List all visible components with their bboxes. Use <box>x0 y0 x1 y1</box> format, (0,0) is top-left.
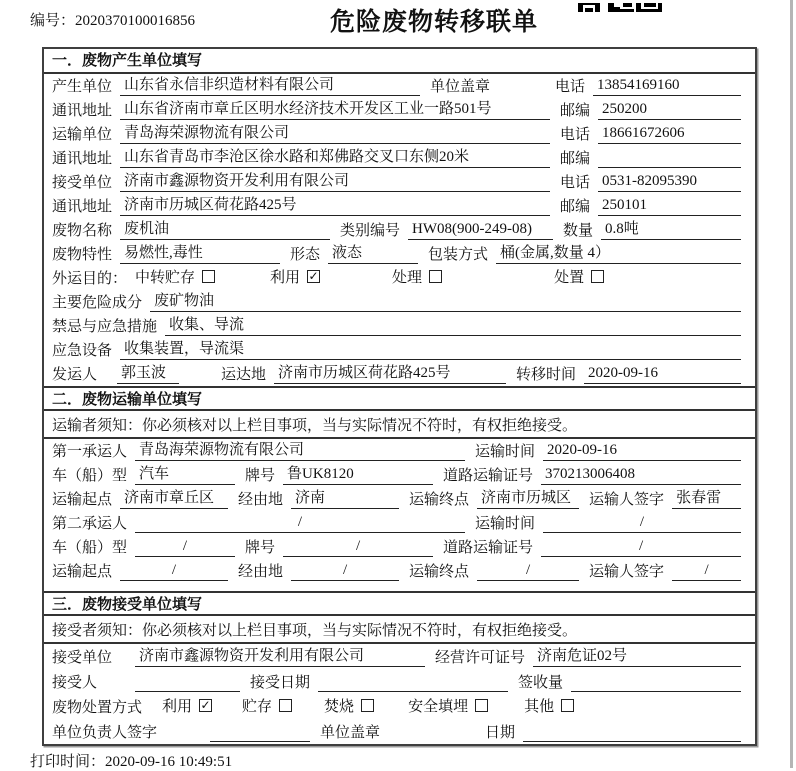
serial-number-label: 编号： <box>30 13 76 29</box>
serial-number-line <box>30 9 195 30</box>
accept-person-row <box>44 669 755 694</box>
quantity-field[interactable]: 0.8吨 <box>601 220 741 240</box>
carrier-sign-label-2: 运输人签字 <box>589 564 665 580</box>
transporter-unit-label: 运输单位 <box>52 127 113 143</box>
producer-section-title: 一．废物产生单位填写 <box>44 49 755 74</box>
receiver-phone-label: 电话 <box>560 175 591 191</box>
purpose-dispose-checkbox-label: 处置 <box>554 270 585 286</box>
transporter-unit-field[interactable]: 青岛海荣源物流有限公司 <box>120 124 550 144</box>
terminal-field-1[interactable]: 济南市历城区 <box>477 489 579 509</box>
consignor-field[interactable]: 郭玉波 <box>117 364 179 384</box>
carrier-sign-label-1: 运输人签字 <box>589 492 665 508</box>
transfer-purpose-label: 外运目的： <box>52 271 128 287</box>
transfer-time-field[interactable]: 2020-09-16 <box>584 364 741 384</box>
receipt-qty-label: 签收量 <box>518 675 564 691</box>
plate-no-field-1[interactable]: 鲁UK8120 <box>283 465 433 485</box>
carrier-sign-field-1[interactable]: 张春雷 <box>672 489 741 509</box>
license-no-field[interactable]: 济南危证02号 <box>533 647 741 667</box>
purpose-dispose-checkbox-box[interactable] <box>591 270 604 283</box>
purpose-gap-3 <box>442 289 554 290</box>
producer-unit-row <box>44 74 755 98</box>
transport-time-label-1: 运输时间 <box>475 444 536 460</box>
form-state-label: 形态 <box>290 247 321 263</box>
responsible-gap-2 <box>388 743 483 744</box>
waste-name-field[interactable]: 废机油 <box>120 220 330 240</box>
disposal-burn-checkbox-box[interactable] <box>361 699 374 712</box>
form-state-field[interactable]: 液态 <box>328 244 418 264</box>
hazard-component-field[interactable]: 废矿物油 <box>150 292 741 312</box>
waste-name-label: 废物名称 <box>52 223 113 239</box>
disposal-burn-checkbox-label: 焚烧 <box>324 699 355 715</box>
purpose-gap-1 <box>215 289 270 290</box>
disposal-storage-checkbox-label: 贮存 <box>242 699 273 715</box>
producer-unit-field[interactable]: 山东省永信非织造材料有限公司 <box>120 76 420 96</box>
road-permit-label-1: 道路运输证号 <box>443 468 534 484</box>
emergency-equipment-row <box>44 338 755 362</box>
transporter-section-note: 运输者须知：你必须核对以上栏目事项，当与实际情况不符时，有权拒绝接受。 <box>44 411 755 439</box>
purpose-transit-storage-checkbox[interactable] <box>135 266 215 287</box>
disposal-other-checkbox-label: 其他 <box>524 699 555 715</box>
accept-date-field[interactable] <box>318 672 508 692</box>
consignor-gap-2 <box>187 385 219 386</box>
consignor-row <box>44 362 755 386</box>
transport-route-row-1 <box>44 487 755 511</box>
purpose-transit-storage-checkbox-label: 中转贮存 <box>135 270 196 286</box>
origin-field-1[interactable]: 济南市章丘区 <box>120 489 228 509</box>
disposal-other-checkbox[interactable] <box>524 695 574 716</box>
waste-property-field[interactable]: 易燃性,毒性 <box>120 244 280 264</box>
producer-address-row <box>44 98 755 122</box>
purpose-treat-checkbox[interactable] <box>392 266 442 287</box>
accept-person-field[interactable] <box>135 672 240 692</box>
emergency-equipment-label: 应急设备 <box>52 343 113 359</box>
receiver-address-label: 通讯地址 <box>52 199 113 215</box>
producer-phone-label: 电话 <box>555 79 586 95</box>
consignor-gap-1 <box>105 385 117 386</box>
via-field-1[interactable]: 济南 <box>291 489 399 509</box>
emergency-equipment-field[interactable]: 收集装置，导流渠 <box>120 340 741 360</box>
road-permit-field-2[interactable]: / <box>541 537 741 557</box>
via-field-2[interactable]: / <box>291 561 399 581</box>
accept-person-label: 接受人 <box>52 675 98 691</box>
receiver-section-note: 接受者须知：你必须核对以上栏目事项，当与实际情况不符时，有权拒绝接受。 <box>44 616 755 644</box>
road-permit-field-1[interactable]: 370213006408 <box>541 465 741 485</box>
producer-address-label: 通讯地址 <box>52 103 113 119</box>
producer-postcode-label: 邮编 <box>560 103 591 119</box>
packing-field[interactable]: 桶(金属,数量 4） <box>496 244 741 264</box>
responsible-sign-row <box>44 719 755 744</box>
responsible-gap-1 <box>165 743 210 744</box>
disposal-landfill-checkbox[interactable] <box>408 695 488 716</box>
emergency-measures-row <box>44 314 755 338</box>
purpose-gap-2 <box>320 289 392 290</box>
receiver-unit-label: 接受单位 <box>52 175 113 191</box>
emergency-measures-field[interactable]: 收集、导流 <box>165 316 741 336</box>
transporter-section <box>44 386 755 583</box>
hazard-component-row <box>44 290 755 314</box>
disposal-storage-checkbox[interactable] <box>242 695 292 716</box>
category-code-label: 类别编号 <box>340 223 401 239</box>
vehicle-type-row-2 <box>44 535 755 559</box>
disposal-utilize-checkbox-box[interactable]: ✓ <box>200 698 211 712</box>
purpose-treat-checkbox-box[interactable] <box>429 270 442 283</box>
disposal-method-label: 废物处置方式 <box>52 700 143 716</box>
serial-number-value: 2020370100016856 <box>75 13 196 29</box>
hazard-component-label: 主要危险成分 <box>52 295 143 311</box>
origin-field-2[interactable]: / <box>120 561 228 581</box>
transporter-address-row <box>44 146 755 170</box>
disposal-gap-4 <box>488 718 524 719</box>
form-table <box>42 47 757 746</box>
disposal-gap-2 <box>292 718 324 719</box>
carrier-sign-field-2[interactable]: / <box>672 561 741 581</box>
accept-unit-field[interactable]: 济南市鑫源物资开发利用有限公司 <box>135 647 425 667</box>
second-carrier-label: 第二承运人 <box>52 516 128 532</box>
print-time-label: 打印时间： <box>30 754 106 770</box>
producer-unit-label: 产生单位 <box>52 79 113 95</box>
transport-time-field-2[interactable]: / <box>543 513 741 533</box>
first-carrier-row <box>44 439 755 463</box>
print-time-value: 2020-09-16 10:49:51 <box>105 754 233 770</box>
consignor-label: 发运人 <box>52 367 98 383</box>
transfer-time-label: 转移时间 <box>516 367 577 383</box>
accept-person-gap <box>105 693 135 694</box>
receiver-unit-row <box>44 170 755 194</box>
origin-label-1: 运输起点 <box>52 492 113 508</box>
purpose-utilize-checkbox-label: 利用 <box>270 270 301 286</box>
purpose-utilize-checkbox[interactable] <box>270 266 320 287</box>
transport-time-field-1[interactable]: 2020-09-16 <box>543 441 741 461</box>
disposal-gap-0 <box>150 718 162 719</box>
transporter-address-field[interactable]: 山东省青岛市李沧区徐水路和郑佛路交叉口东侧20米 <box>120 148 550 168</box>
purpose-transit-storage-checkbox-box[interactable] <box>202 270 215 283</box>
transporter-section-title: 二．废物运输单位填写 <box>44 386 755 411</box>
plate-no-label-2: 牌号 <box>245 540 276 556</box>
vehicle-type-row-1 <box>44 463 755 487</box>
packing-label: 包装方式 <box>428 247 489 263</box>
waste-name-row <box>44 218 755 242</box>
transporter-phone-label: 电话 <box>560 127 591 143</box>
purpose-utilize-checkbox-box[interactable]: ✓ <box>308 269 319 283</box>
terminal-label-2: 运输终点 <box>409 564 470 580</box>
emergency-measures-label: 禁忌与应急措施 <box>52 319 158 335</box>
purpose-dispose-checkbox[interactable] <box>554 266 604 287</box>
terminal-field-2[interactable]: / <box>477 561 579 581</box>
producer-address-field[interactable]: 山东省济南市章丘区明水经济技术开发区工业一路501号 <box>120 100 550 120</box>
license-no-label: 经营许可证号 <box>435 650 526 666</box>
receiver-unit-field[interactable]: 济南市鑫源物资开发利用有限公司 <box>120 172 550 192</box>
vehicle-type-field-1[interactable]: 汽车 <box>135 465 235 485</box>
disposal-landfill-checkbox-box[interactable] <box>475 699 488 712</box>
accept-date-label: 接受日期 <box>250 675 311 691</box>
responsible-sign-label: 单位负责人签字 <box>52 725 158 741</box>
disposal-utilize-checkbox-label: 利用 <box>162 699 193 715</box>
receiver-phone-field[interactable]: 0531-82095390 <box>598 172 741 192</box>
vehicle-type-field-2[interactable]: / <box>135 537 235 557</box>
waste-property-row <box>44 242 755 266</box>
receipt-qty-field[interactable] <box>571 672 741 692</box>
transporter-address-label: 通讯地址 <box>52 151 113 167</box>
transfer-purpose-row <box>44 266 755 290</box>
receiver-section-title: 三．废物接受单位填写 <box>44 591 755 616</box>
receiver-postcode-field[interactable]: 250101 <box>598 196 741 216</box>
purpose-treat-checkbox-label: 处理 <box>392 270 423 286</box>
sign-date-label: 日期 <box>485 725 516 741</box>
disposal-method-row <box>44 694 755 719</box>
accept-unit-row <box>44 644 755 669</box>
producer-phone-field[interactable]: 13854169160 <box>593 76 741 96</box>
first-carrier-field[interactable]: 青岛海荣源物流有限公司 <box>135 441 465 461</box>
destination-label: 运达地 <box>221 367 267 383</box>
vehicle-type-label-1: 车（船）型 <box>52 468 128 484</box>
category-code-field[interactable]: HW08(900-249-08) <box>408 220 553 240</box>
disposal-utilize-checkbox[interactable] <box>162 695 212 716</box>
plate-no-field-2[interactable]: / <box>283 537 433 557</box>
disposal-gap-3 <box>374 718 408 719</box>
receiver-address-field[interactable]: 济南市历城区荷花路425号 <box>120 196 550 216</box>
accept-unit-gap <box>120 668 135 669</box>
quantity-label: 数量 <box>563 223 594 239</box>
receiver-section <box>44 591 755 744</box>
transporter-postcode-label: 邮编 <box>560 151 591 167</box>
transporter-phone-field[interactable]: 18661672606 <box>598 124 741 144</box>
via-label-1: 经由地 <box>238 492 284 508</box>
disposal-gap-1 <box>212 718 242 719</box>
sign-date-field[interactable] <box>523 722 741 742</box>
second-carrier-row <box>44 511 755 535</box>
responsible-sign-field[interactable] <box>210 722 310 742</box>
vehicle-type-label-2: 车（船）型 <box>52 540 128 556</box>
accept-unit-label: 接受单位 <box>52 650 113 666</box>
qr-code-fragment-icon <box>578 0 662 18</box>
disposal-other-checkbox-box[interactable] <box>561 699 574 712</box>
disposal-storage-checkbox-box[interactable] <box>279 699 292 712</box>
destination-field[interactable]: 济南市历城区荷花路425号 <box>274 364 506 384</box>
transporter-unit-row <box>44 122 755 146</box>
producer-section <box>44 49 755 386</box>
producer-unit-row-gap <box>498 97 553 98</box>
disposal-landfill-checkbox-label: 安全填埋 <box>408 699 469 715</box>
waste-property-label: 废物特性 <box>52 247 113 263</box>
origin-label-2: 运输起点 <box>52 564 113 580</box>
first-carrier-label: 第一承运人 <box>52 444 128 460</box>
disposal-burn-checkbox[interactable] <box>324 695 374 716</box>
page-title: 危险废物转移联单 <box>330 8 539 36</box>
receiver-address-row <box>44 194 755 218</box>
road-permit-label-2: 道路运输证号 <box>443 540 534 556</box>
transporter-postcode-field[interactable] <box>598 148 741 168</box>
via-label-2: 经由地 <box>238 564 284 580</box>
plate-no-label-1: 牌号 <box>245 468 276 484</box>
second-carrier-field[interactable]: / <box>135 513 465 533</box>
producer-seal-label: 单位盖章 <box>430 79 491 95</box>
transport-route-row-2 <box>44 559 755 583</box>
page-edge-line <box>790 0 793 768</box>
unit-seal-label: 单位盖章 <box>320 725 381 741</box>
transport-time-label-2: 运输时间 <box>475 516 536 532</box>
producer-postcode-field[interactable]: 250200 <box>598 100 741 120</box>
receiver-postcode-label: 邮编 <box>560 199 591 215</box>
terminal-label-1: 运输终点 <box>409 492 470 508</box>
